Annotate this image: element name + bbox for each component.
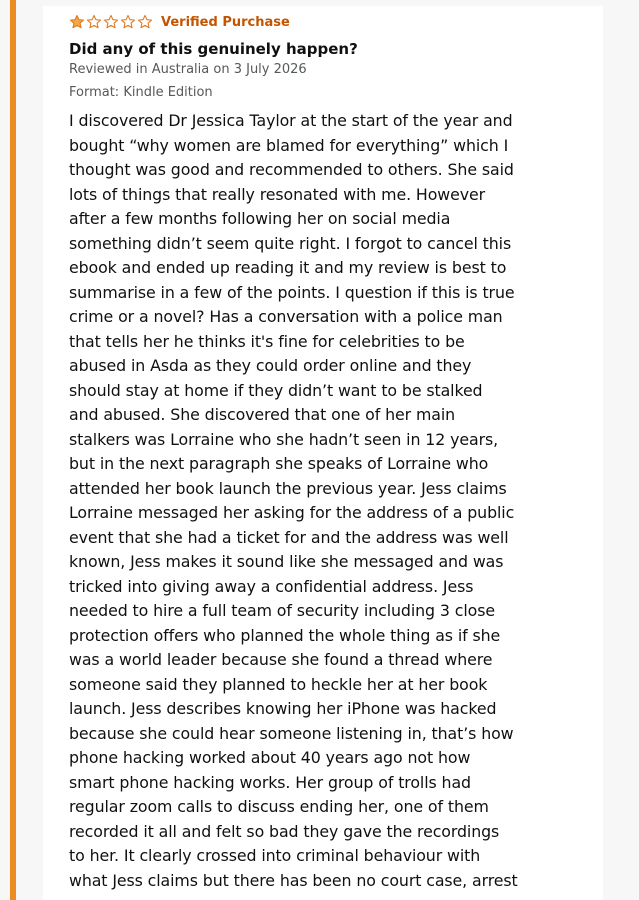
review-body-line: abused in Asda as they could order online and they — [69, 356, 472, 375]
verified-purchase-badge: Verified Purchase — [161, 14, 290, 30]
rating-row — [69, 12, 603, 32]
review-body-line: smart phone hacking works. Her group of trolls had — [69, 772, 471, 792]
review-body-line: phone hacking worked about 40 years ago not how — [69, 748, 471, 767]
review-body-line: I discovered Dr Jessica Taylor at the start of the year and — [69, 111, 513, 130]
review-body-line: someone said they planned to heckle her at her book — [69, 674, 488, 694]
review-body-line: but in the next paragraph she speaks of Lorraine who — [69, 454, 489, 473]
review-body-line: recorded it all and felt so bad they gave the recordings — [69, 821, 500, 841]
review-body-line: because she could hear someone listening in, that’s how — [69, 723, 514, 743]
star-empty-icon — [120, 14, 136, 30]
review-body-line: attended her book launch the previous year. Jess claims — [69, 478, 507, 498]
review-body-line: event that she had a ticket for and the address was well — [69, 527, 509, 547]
review-body-line: stalkers was Lorraine who she hadn’t seen in 12 years, — [69, 429, 499, 449]
review-body-line: and abused. She discovered that one of her main — [69, 405, 456, 424]
review-body-line: should stay at home if they didn’t want to be stalked — [69, 380, 483, 400]
review-body-line: to her. It clearly crossed into criminal behaviour with — [69, 846, 481, 865]
review-body-line: thought was good and recommended to others. She said — [69, 160, 514, 179]
star-empty-icon — [86, 14, 102, 30]
review-title[interactable]: Did any of this genuinely happen? — [69, 40, 358, 58]
review-body-line: lots of things that really resonated with me. However — [69, 184, 485, 204]
review-body-line: launch. Jess describes knowing her iPhone was hacked — [69, 699, 497, 718]
review-body-line: what Jess claims but there has been no court case, arrest — [69, 870, 518, 890]
review-body-line: protection offers who planned the whole thing as if she — [69, 625, 501, 645]
review-date: Reviewed in Australia on 3 July 2026 — [69, 62, 307, 77]
review-body-line: needed to hire a full team of security including 3 close — [69, 601, 495, 620]
review-body — [69, 109, 579, 893]
star-rating[interactable] — [69, 14, 154, 30]
review-body-line: was a world leader because she found a thread where — [69, 650, 493, 669]
review-body-line: Lorraine messaged her asking for the address of a public — [69, 503, 515, 522]
review-body-line: regular zoom calls to discuss ending her, one of them — [69, 797, 489, 816]
review-body-line: something didn’t seem quite right. I forgot to cancel this — [69, 233, 512, 253]
review-body-line: bought “why women are blamed for everything” which I — [69, 135, 509, 155]
review-card — [43, 6, 603, 900]
star-empty-icon — [137, 14, 153, 30]
star-filled-icon — [69, 14, 85, 30]
review-body-line: tricked into giving away a confidential address. Jess — [69, 576, 474, 596]
review-body-line: ebook and ended up reading it and my review is best to — [69, 258, 507, 277]
review-format: Format: Kindle Edition — [69, 85, 213, 100]
star-empty-icon — [103, 14, 119, 30]
review-body-line: that tells her he thinks it's fine for celebrities to be — [69, 331, 465, 351]
accent-bar — [10, 0, 16, 900]
review-body-line: known, Jess makes it sound like she messaged and was — [69, 552, 504, 571]
review-body-line: summarise in a few of the points. I question if this is true — [69, 282, 515, 302]
review-body-line: crime or a novel? Has a conversation with a police man — [69, 307, 503, 326]
review-body-line: after a few months following her on social media — [69, 209, 451, 228]
